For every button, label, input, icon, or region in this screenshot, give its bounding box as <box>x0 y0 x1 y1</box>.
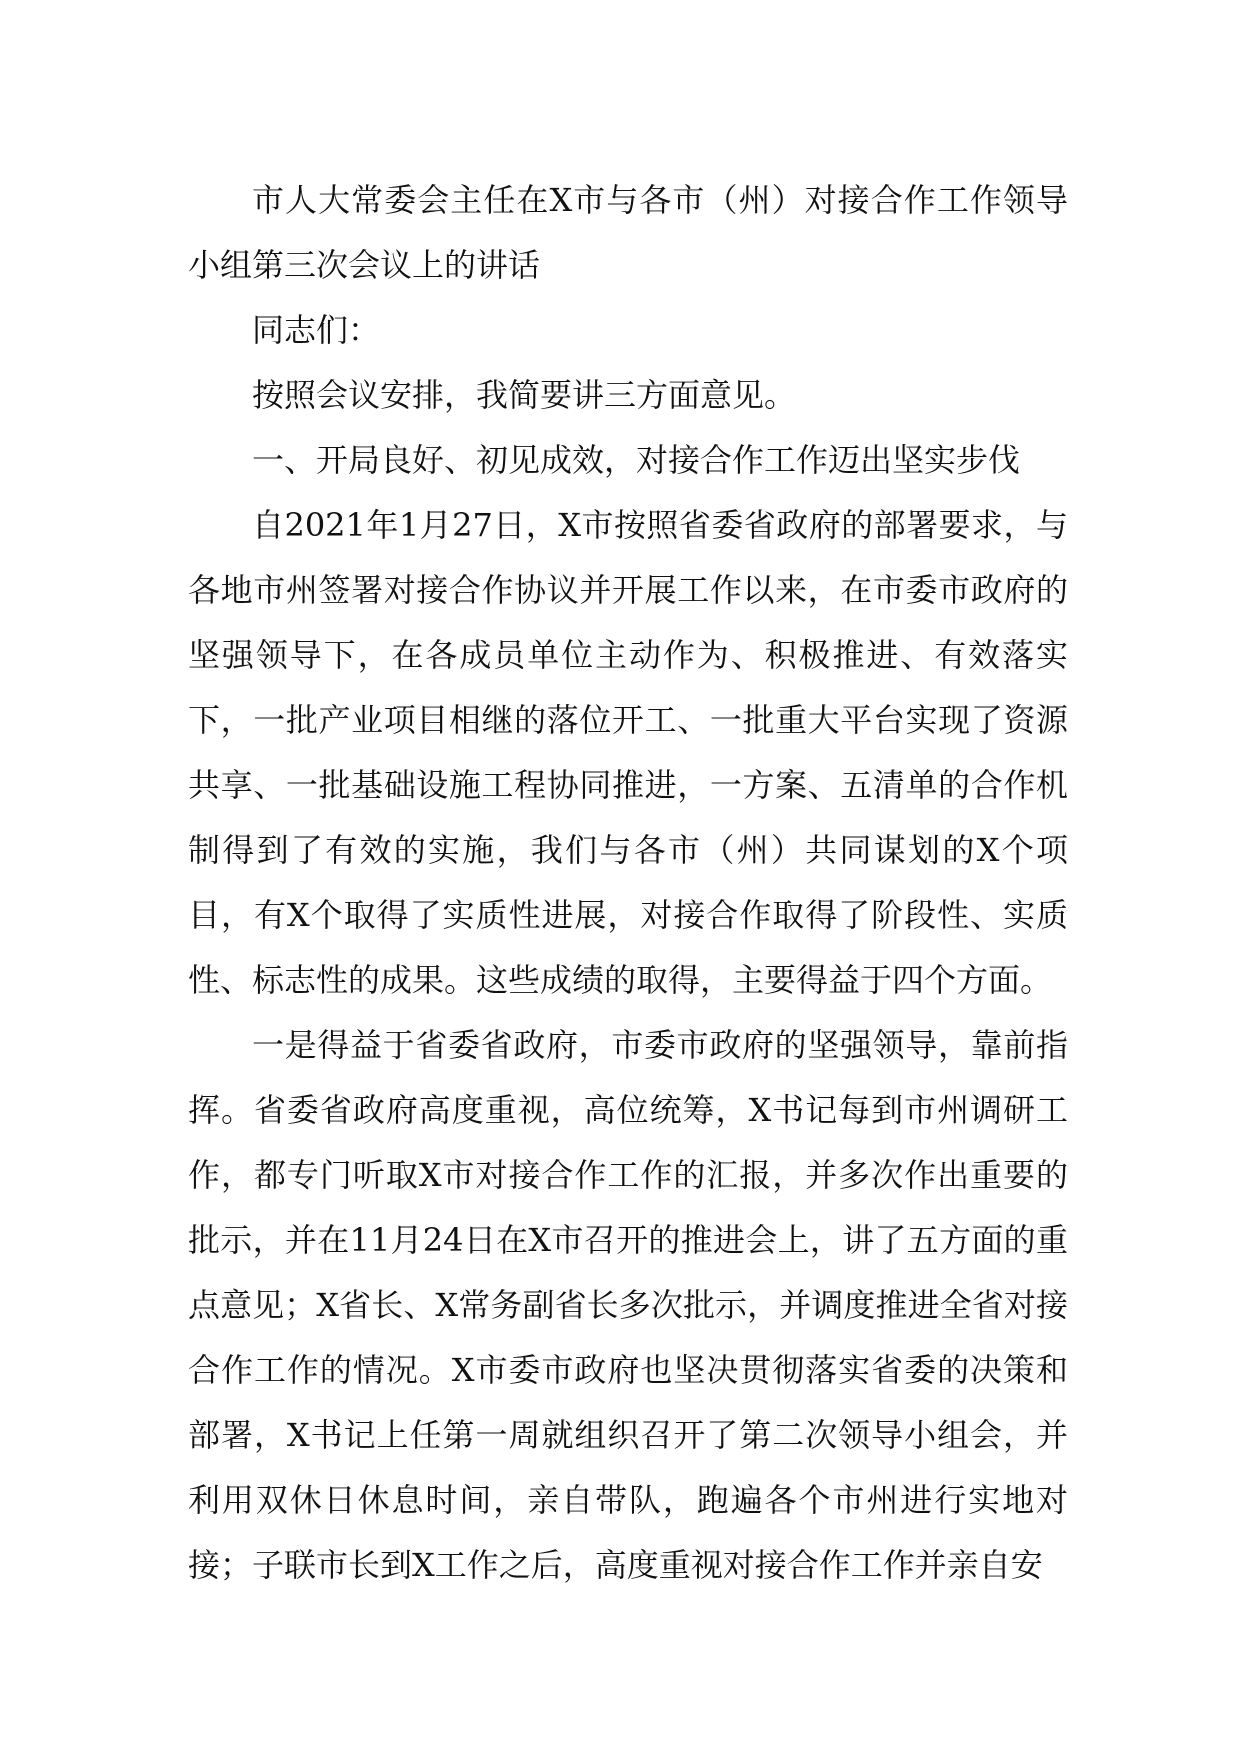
document-title: 市人大常委会主任在X市与各市（州）对接合作工作领导小组第三次会议上的讲话 <box>188 181 1068 284</box>
document-body <box>188 168 1068 1598</box>
intro-paragraph: 按照会议安排，我简要讲三方面意见。 <box>252 376 797 414</box>
section-heading: 一、开局良好、初见成效，对接合作工作迈出坚实步伐 <box>252 441 1021 479</box>
salutation: 同志们： <box>252 311 381 349</box>
body-paragraph: 自2021年1月27日，X市按照省委省政府的部署要求，与各地市州签署对接合作协议并开展工作以来，在市委市政府的坚强领导下，在各成员单位主动作为、积极推进、有效落实下，一批产业项目相继的落位开工、一批重大平台实现了资源共享、一批基础设施工程协同推进，一方案、五清单的合作机制得到了有效的实施，我们与各市（州）共同谋划的X个项目，有X个取得了实质性进展，对接合作取得了阶段性、实质性、标志性的成果。这些成绩的取得，主要得益于四个方面。 <box>188 506 1068 999</box>
body-paragraph: 一是得益于省委省政府，市委市政府的坚强领导，靠前指挥。省委省政府高度重视，高位统筹，X书记每到市州调研工作，都专门听取X市对接合作工作的汇报，并多次作出重要的批示，并在11月24日在X市召开的推进会上，讲了五方面的重点意见；X省长、X常务副省长多次批示，并调度推进全省对接合作工作的情况。X市委市政府也坚决贯彻落实省委的决策和部署，X书记上任第一周就组织召开了第二次领导小组会，并利用双休日休息时间，亲自带队，跑遍各个市州进行实地对接；子联市长到X工作之后，高度重视对接合作工作并亲自安 <box>188 1026 1068 1584</box>
